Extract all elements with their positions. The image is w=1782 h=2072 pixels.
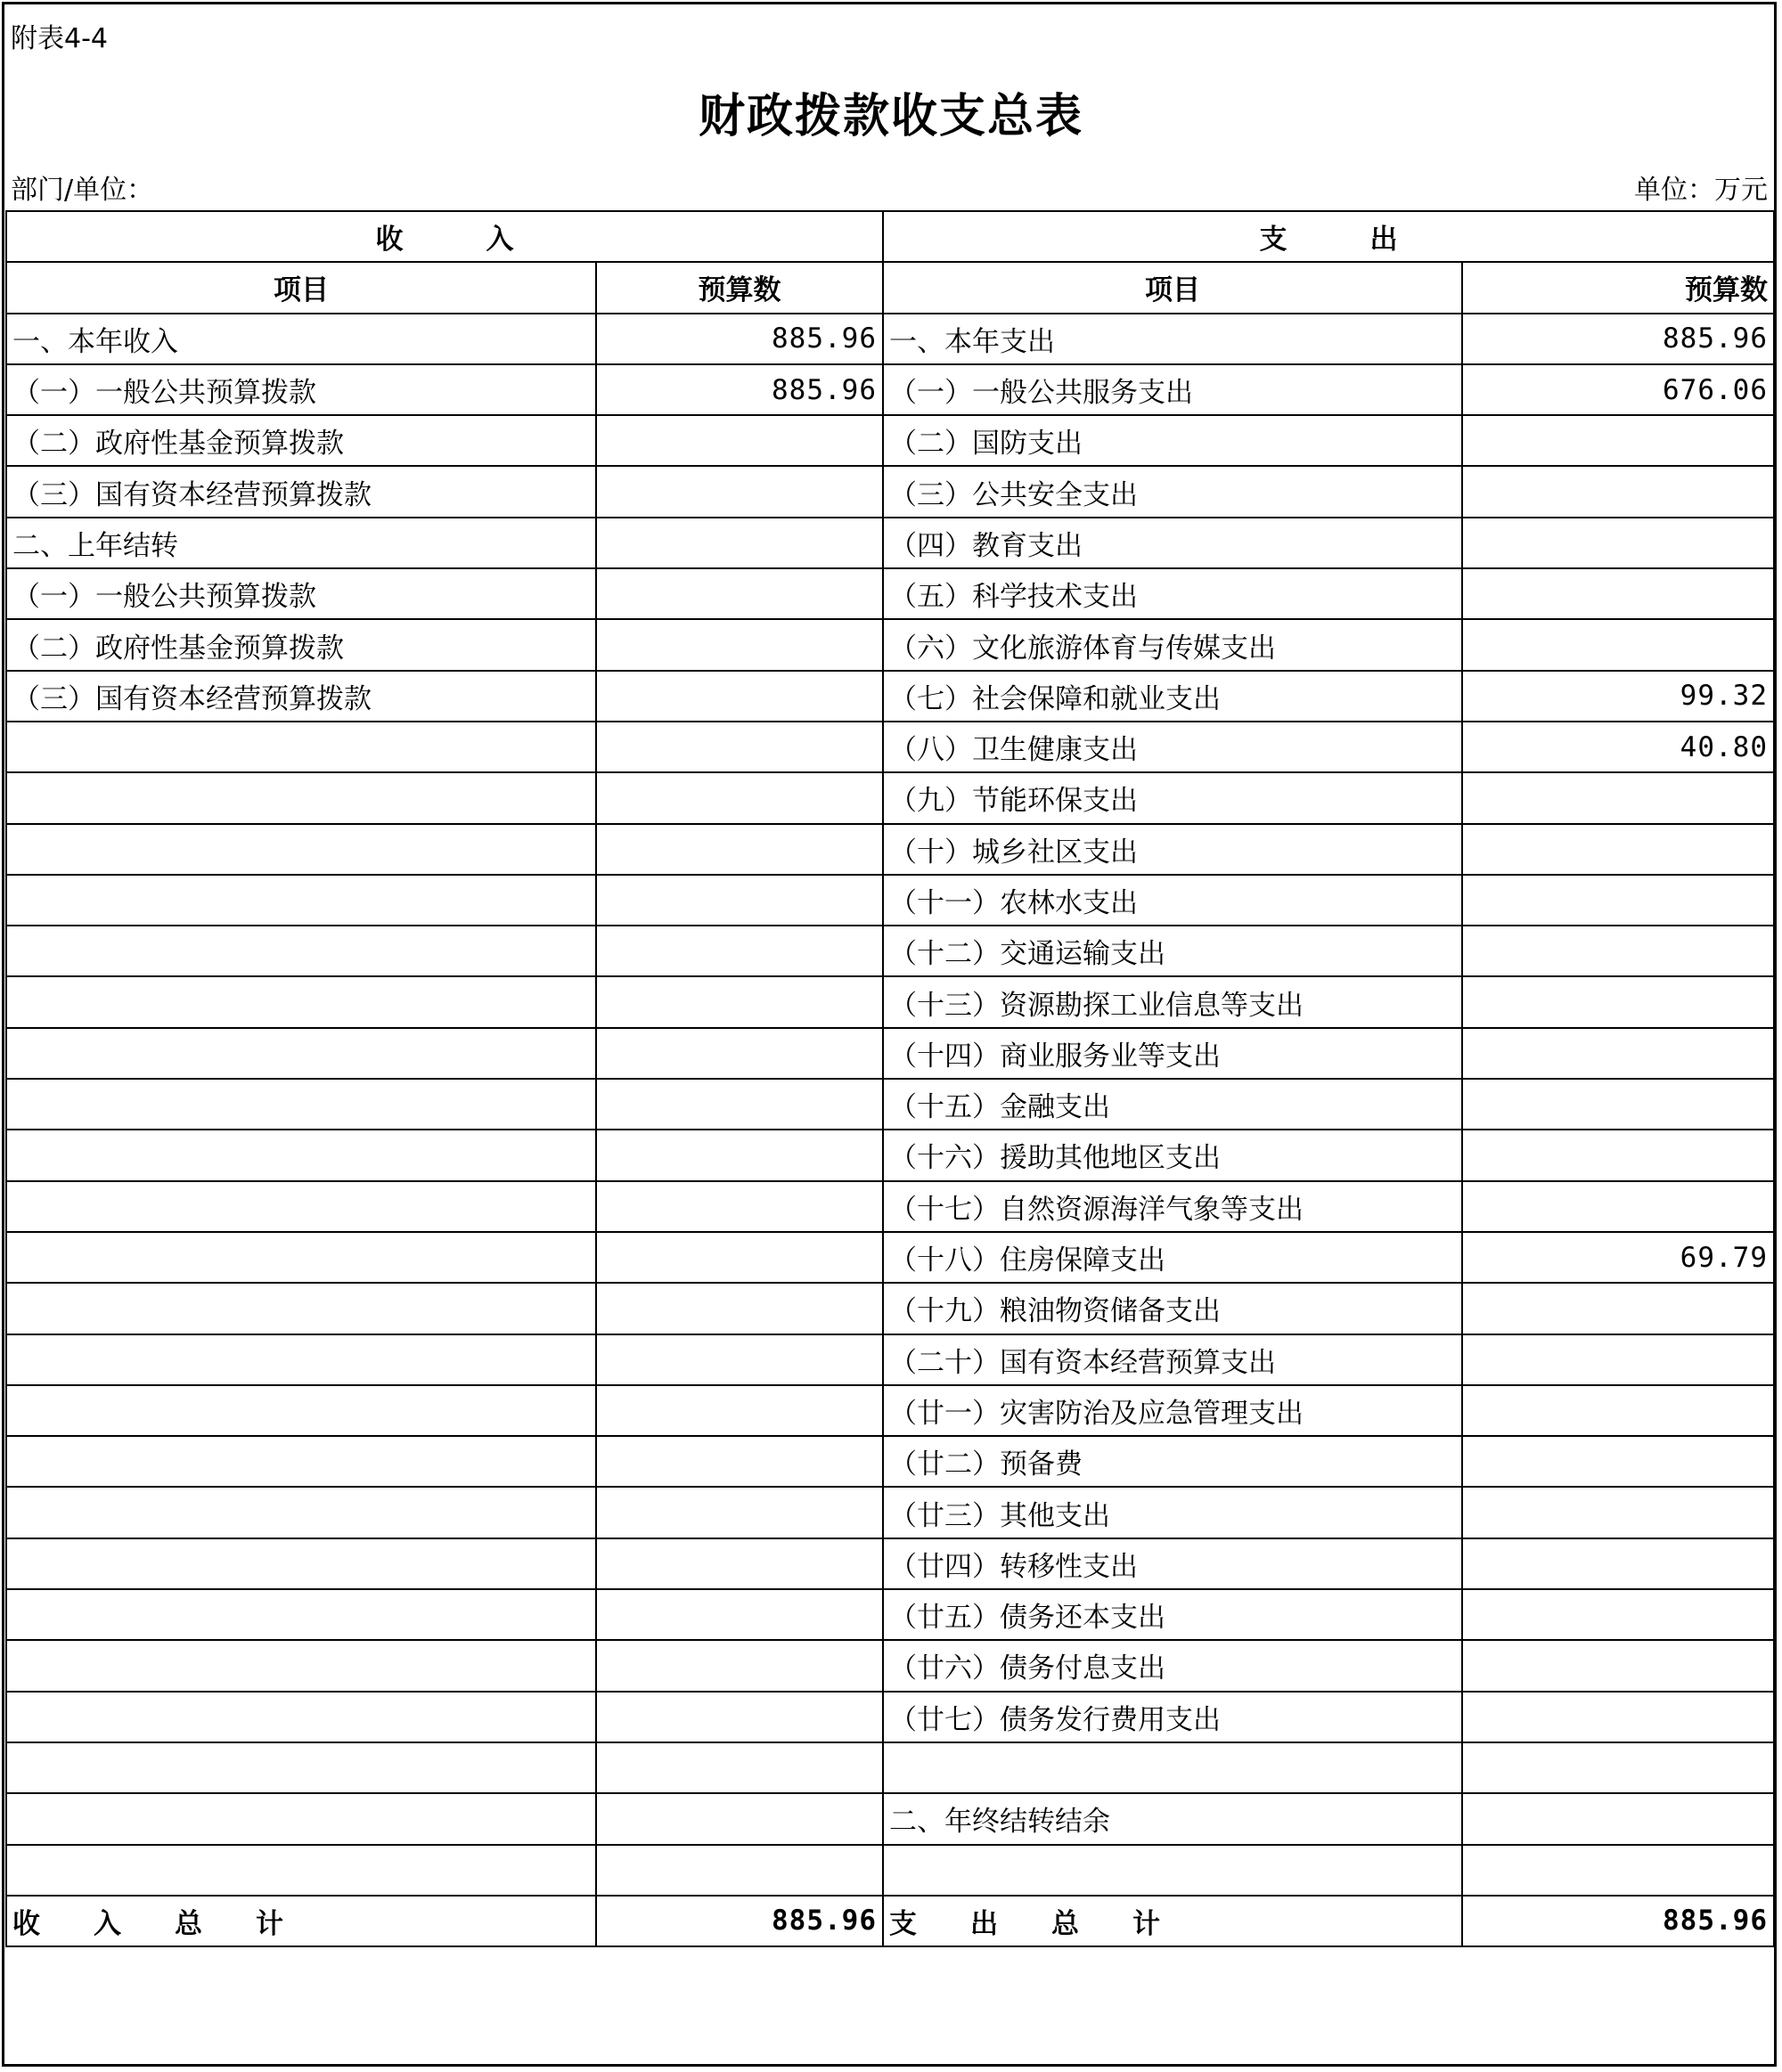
expense-value-cell: 99.32 (1462, 671, 1774, 722)
expense-total-value: 885.96 (1462, 1896, 1774, 1946)
table-row (6, 772, 1774, 823)
income-item-cell (6, 1640, 596, 1691)
income-value-cell: 885.96 (596, 364, 883, 415)
expense-value-cell (1462, 466, 1774, 517)
income-value-cell (596, 976, 883, 1027)
income-item-cell (6, 772, 596, 823)
expense-item-cell: （十三）资源勘探工业信息等支出 (883, 976, 1462, 1027)
table-row (6, 671, 1774, 722)
income-value-cell (596, 1181, 883, 1232)
expense-item-cell: （廿七）债务发行费用支出 (883, 1692, 1462, 1742)
expense-value-cell (1462, 1845, 1774, 1896)
income-item-cell (6, 875, 596, 926)
expense-item-cell: （二十）国有资本经营预算支出 (883, 1334, 1462, 1385)
income-value-cell (596, 1130, 883, 1180)
income-item-cell (6, 1283, 596, 1334)
income-item-cell (6, 926, 596, 976)
expense-item-cell (883, 1742, 1462, 1793)
expense-item-cell: （廿一）灾害防治及应急管理支出 (883, 1385, 1462, 1436)
table-row (6, 314, 1774, 364)
expense-value-cell (1462, 875, 1774, 926)
table-row (6, 1130, 1774, 1180)
income-item-cell (6, 722, 596, 772)
income-item-cell (6, 976, 596, 1027)
income-value-cell (596, 518, 883, 568)
table-row (6, 364, 1774, 415)
expense-item-cell: （十五）金融支出 (883, 1079, 1462, 1130)
expense-item-cell: （八）卫生健康支出 (883, 722, 1462, 772)
expense-item-cell: （十六）援助其他地区支出 (883, 1130, 1462, 1180)
income-item-cell (6, 1028, 596, 1079)
income-item-cell: 二、上年结转 (6, 518, 596, 568)
income-value-cell (596, 568, 883, 619)
table-row (6, 1589, 1774, 1640)
table-row (6, 1334, 1774, 1385)
expense-value-cell (1462, 926, 1774, 976)
expense-item-cell: （九）节能环保支出 (883, 772, 1462, 823)
expense-value-cell: 676.06 (1462, 364, 1774, 415)
expense-item-cell: 一、本年支出 (883, 314, 1462, 364)
income-value-cell (596, 824, 883, 875)
expense-item-cell: 二、年终结转结余 (883, 1793, 1462, 1844)
expense-item-cell: （廿六）债务付息支出 (883, 1640, 1462, 1691)
table-row (6, 1436, 1774, 1487)
expense-value-cell (1462, 619, 1774, 670)
table-row (6, 1845, 1774, 1896)
expense-value-cell: 40.80 (1462, 722, 1774, 772)
income-item-cell (6, 1793, 596, 1844)
budget-table (5, 210, 1775, 1947)
income-item-cell: （二）政府性基金预算拨款 (6, 415, 596, 466)
table-row (6, 1793, 1774, 1844)
income-value-cell (596, 1334, 883, 1385)
income-budget-header: 预算数 (596, 262, 883, 313)
expense-item-cell: （十一）农林水支出 (883, 875, 1462, 926)
expense-item-cell: （六）文化旅游体育与传媒支出 (883, 619, 1462, 670)
total-row (6, 1896, 1774, 1946)
table-row (6, 518, 1774, 568)
expense-value-cell (1462, 772, 1774, 823)
income-value-cell (596, 1538, 883, 1589)
expense-value-cell (1462, 1793, 1774, 1844)
income-item-cell (6, 1589, 596, 1640)
expense-value-cell (1462, 1385, 1774, 1436)
expense-value-cell: 69.79 (1462, 1232, 1774, 1283)
expense-item-cell: （二）国防支出 (883, 415, 1462, 466)
income-item-cell: （二）政府性基金预算拨款 (6, 619, 596, 670)
expense-item-cell: （廿五）债务还本支出 (883, 1589, 1462, 1640)
income-item-cell: 一、本年收入 (6, 314, 596, 364)
expense-value-cell (1462, 518, 1774, 568)
expense-item-cell: （四）教育支出 (883, 518, 1462, 568)
expense-item-cell: （七）社会保障和就业支出 (883, 671, 1462, 722)
income-item-cell (6, 1487, 596, 1538)
expense-value-cell (1462, 1742, 1774, 1793)
table-row (6, 1538, 1774, 1589)
unit-label: 单位：万元 (1634, 175, 1768, 206)
income-item-cell (6, 1385, 596, 1436)
expense-total-label: 支出总计 (883, 1896, 1462, 1946)
income-item-cell: （一）一般公共预算拨款 (6, 568, 596, 619)
expense-value-cell (1462, 976, 1774, 1027)
income-value-cell (596, 1487, 883, 1538)
expense-value-cell (1462, 1079, 1774, 1130)
income-item-cell (6, 1436, 596, 1487)
income-header: 收 入 (6, 211, 883, 262)
table-row (6, 1028, 1774, 1079)
income-item-cell (6, 824, 596, 875)
income-value-cell (596, 1232, 883, 1283)
income-value-cell (596, 1845, 883, 1896)
income-item-cell (6, 1538, 596, 1589)
expense-value-cell (1462, 1283, 1774, 1334)
income-item-cell (6, 1692, 596, 1742)
income-value-cell: 885.96 (596, 314, 883, 364)
expense-value-cell (1462, 568, 1774, 619)
expense-item-cell: （五）科学技术支出 (883, 568, 1462, 619)
income-item-cell (6, 1130, 596, 1180)
table-row (6, 1283, 1774, 1334)
income-value-cell (596, 466, 883, 517)
income-value-cell (596, 619, 883, 670)
expense-value-cell (1462, 1436, 1774, 1487)
expense-value-cell (1462, 1538, 1774, 1589)
expense-budget-header: 预算数 (1462, 262, 1774, 313)
expense-value-cell (1462, 1181, 1774, 1232)
table-row (6, 976, 1774, 1027)
income-value-cell (596, 722, 883, 772)
expense-value-cell (1462, 1334, 1774, 1385)
income-value-cell (596, 1283, 883, 1334)
table-row (6, 1640, 1774, 1691)
income-value-cell (596, 926, 883, 976)
table-row (6, 568, 1774, 619)
table-row (6, 1487, 1774, 1538)
income-item-cell (6, 1334, 596, 1385)
expense-value-cell: 885.96 (1462, 314, 1774, 364)
expense-value-cell (1462, 1130, 1774, 1180)
expense-item-cell: （十八）住房保障支出 (883, 1232, 1462, 1283)
income-total-label: 收入总计 (6, 1896, 596, 1946)
income-value-cell (596, 1640, 883, 1691)
expense-value-cell (1462, 415, 1774, 466)
income-value-cell (596, 1079, 883, 1130)
income-value-cell (596, 415, 883, 466)
expense-item-cell (883, 1845, 1462, 1896)
expense-item-cell: （一）一般公共服务支出 (883, 364, 1462, 415)
expense-value-cell (1462, 1487, 1774, 1538)
income-item-cell (6, 1742, 596, 1793)
table-row (6, 1079, 1774, 1130)
expense-item-cell: （廿四）转移性支出 (883, 1538, 1462, 1589)
income-value-cell (596, 1385, 883, 1436)
expense-value-cell (1462, 824, 1774, 875)
income-item-cell (6, 1181, 596, 1232)
expense-item-cell: （十七）自然资源海洋气象等支出 (883, 1181, 1462, 1232)
income-item-header: 项目 (6, 262, 596, 313)
income-item-cell: （三）国有资本经营预算拨款 (6, 466, 596, 517)
table-row (6, 1742, 1774, 1793)
expense-header: 支 出 (883, 211, 1774, 262)
income-value-cell (596, 1028, 883, 1079)
expense-item-cell: （十四）商业服务业等支出 (883, 1028, 1462, 1079)
table-row (6, 824, 1774, 875)
income-value-cell (596, 671, 883, 722)
table-row (6, 619, 1774, 670)
table-row (6, 1181, 1774, 1232)
page-title: 财政拨款收支总表 (698, 89, 1083, 143)
income-item-cell: （三）国有资本经营预算拨款 (6, 671, 596, 722)
income-value-cell (596, 1793, 883, 1844)
income-item-cell (6, 1079, 596, 1130)
expense-item-cell: （十二）交通运输支出 (883, 926, 1462, 976)
expense-item-cell: （廿三）其他支出 (883, 1487, 1462, 1538)
income-value-cell (596, 1742, 883, 1793)
expense-value-cell (1462, 1692, 1774, 1742)
income-value-cell (596, 772, 883, 823)
income-item-cell: （一）一般公共预算拨款 (6, 364, 596, 415)
income-value-cell (596, 875, 883, 926)
table-row (6, 926, 1774, 976)
table-row (6, 1232, 1774, 1283)
income-value-cell (596, 1589, 883, 1640)
table-row (6, 875, 1774, 926)
table-row (6, 466, 1774, 517)
expense-item-cell: （廿二）预备费 (883, 1436, 1462, 1487)
income-value-cell (596, 1436, 883, 1487)
expense-value-cell (1462, 1028, 1774, 1079)
expense-value-cell (1462, 1589, 1774, 1640)
expense-item-cell: （十九）粮油物资储备支出 (883, 1283, 1462, 1334)
appendix-note: 附表4-4 (11, 23, 108, 54)
department-label: 部门/单位： (11, 175, 154, 206)
expense-item-header: 项目 (883, 262, 1462, 313)
table-row (6, 722, 1774, 772)
expense-item-cell: （三）公共安全支出 (883, 466, 1462, 517)
income-total-value: 885.96 (596, 1896, 883, 1946)
income-item-cell (6, 1845, 596, 1896)
table-row (6, 1692, 1774, 1742)
income-item-cell (6, 1232, 596, 1283)
income-value-cell (596, 1692, 883, 1742)
expense-item-cell: （十）城乡社区支出 (883, 824, 1462, 875)
expense-value-cell (1462, 1640, 1774, 1691)
table-row (6, 1385, 1774, 1436)
table-row (6, 415, 1774, 466)
